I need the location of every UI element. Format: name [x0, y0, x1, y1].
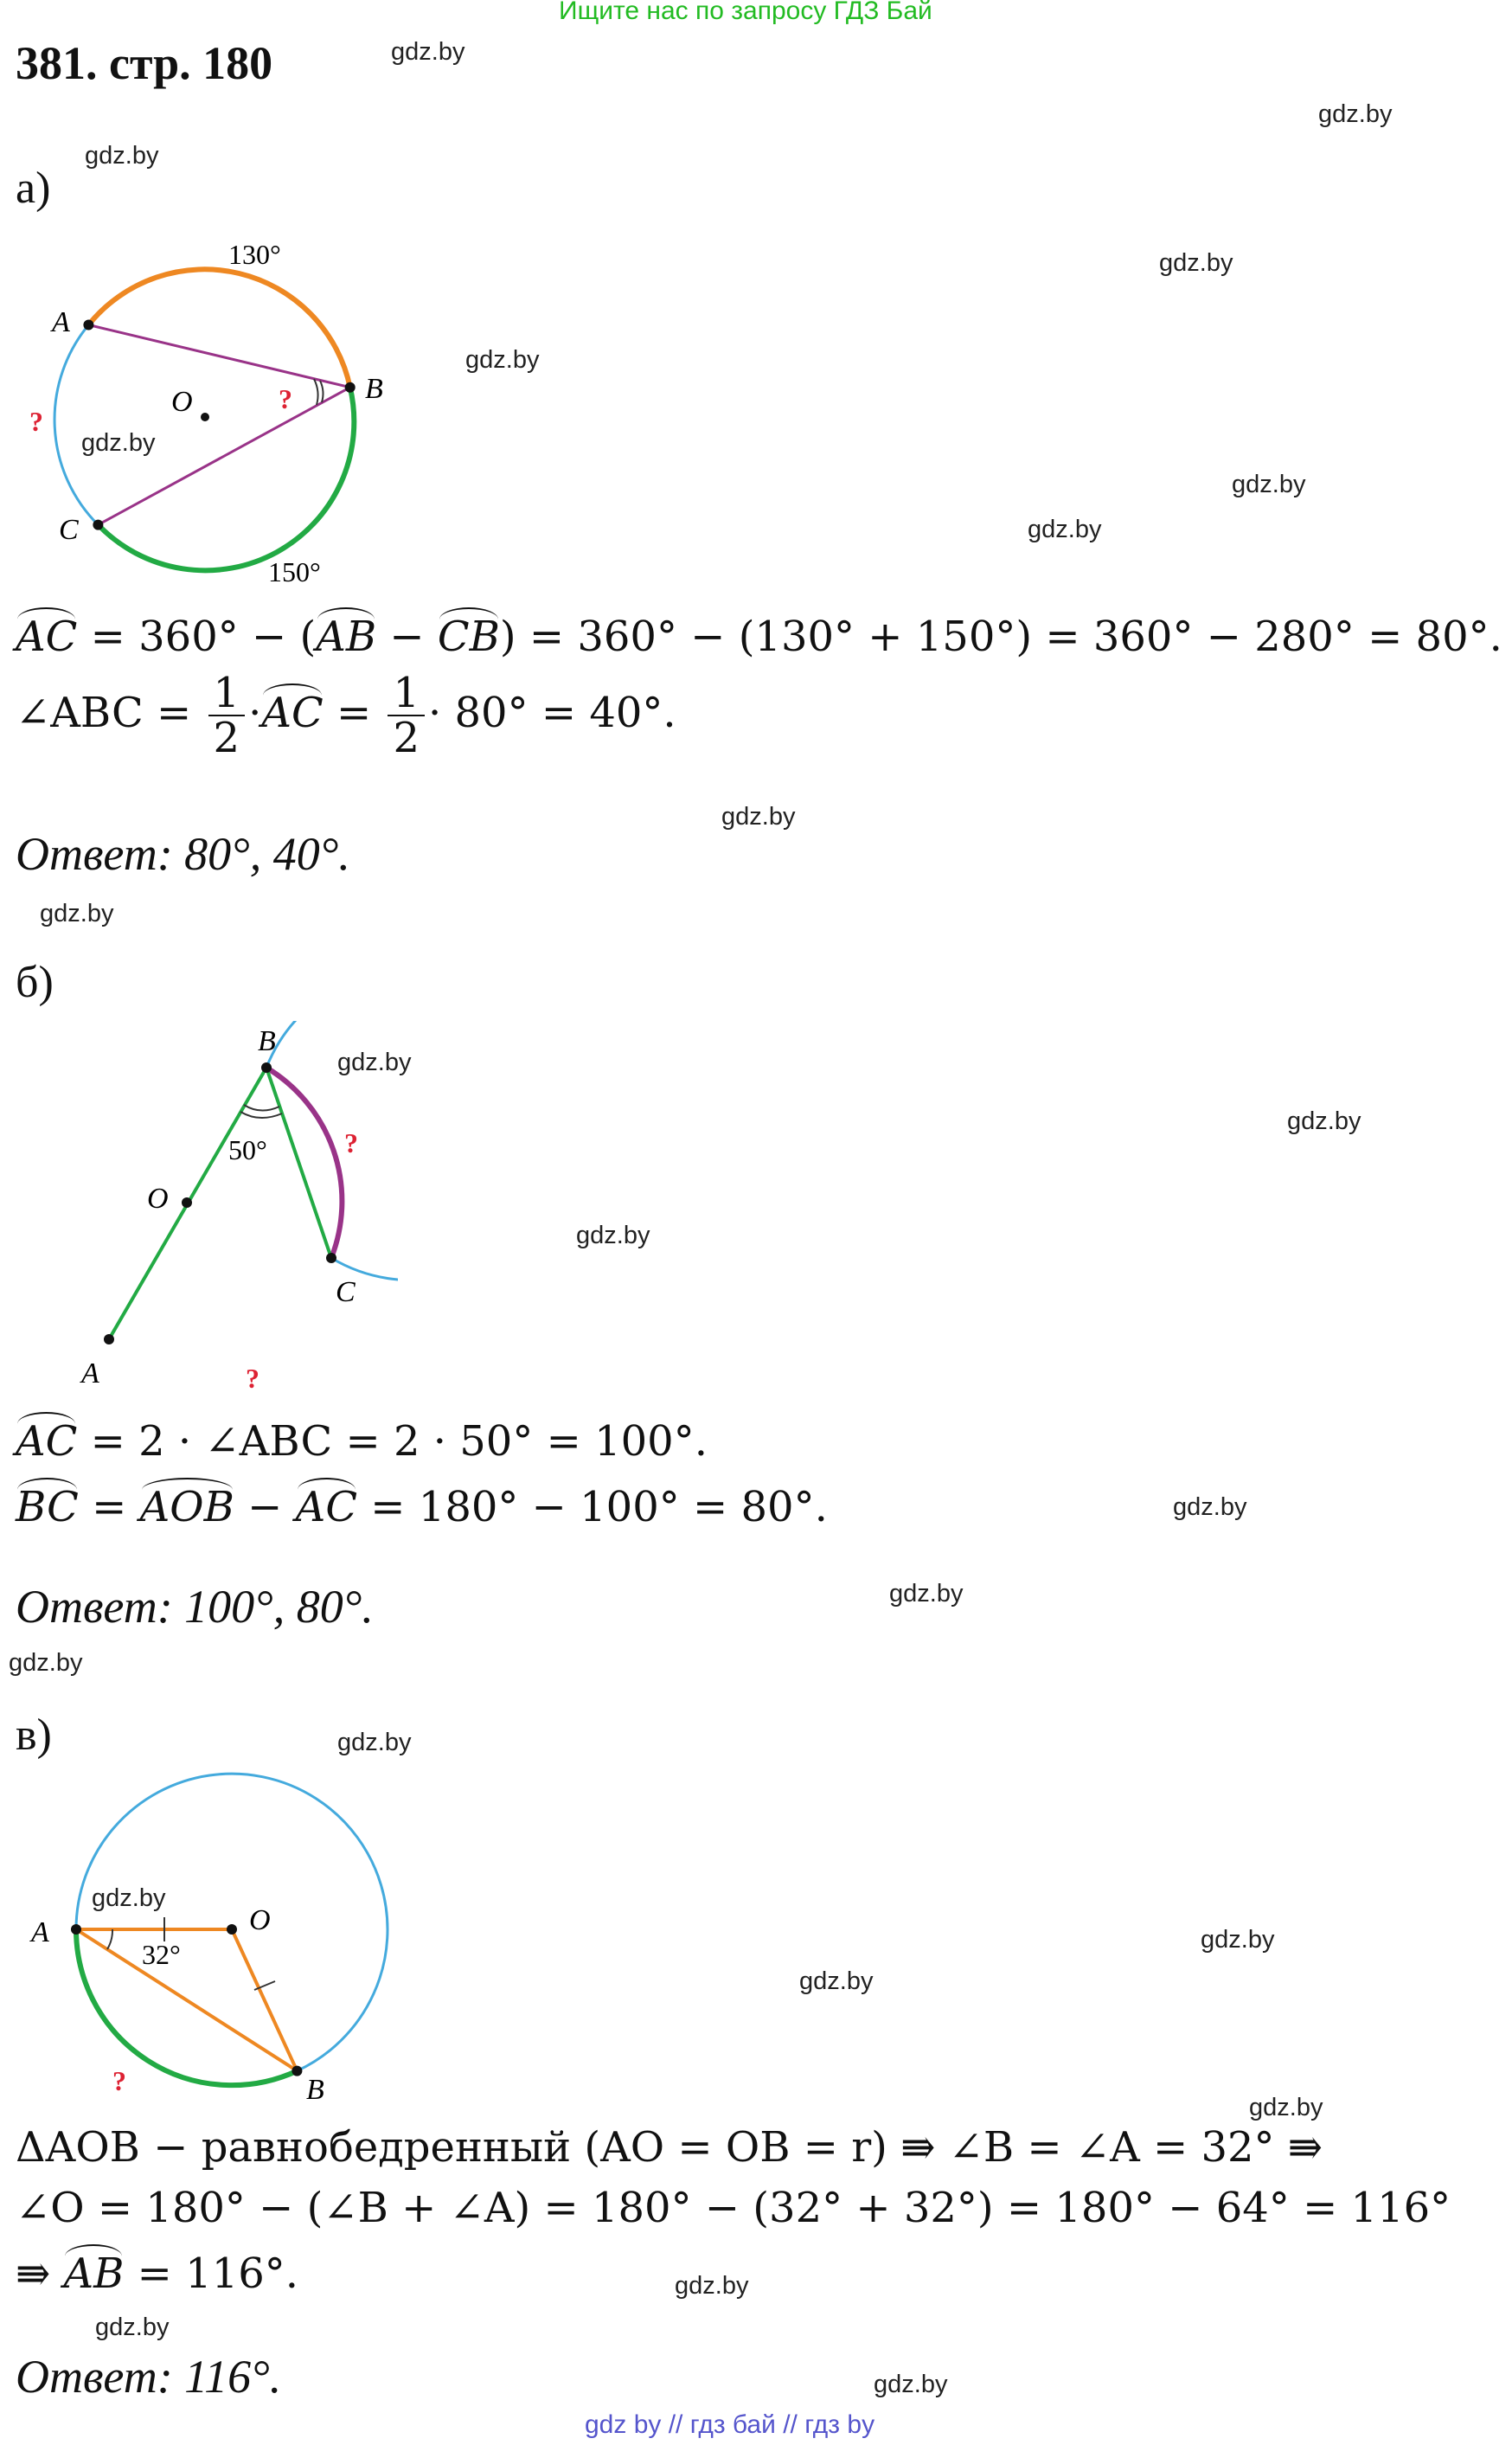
- center-o: [227, 1924, 237, 1935]
- watermark: gdz.by: [874, 2371, 948, 2398]
- angle-mark: [314, 379, 317, 405]
- point-b: [345, 382, 356, 393]
- part-b-line-2: [16, 1483, 828, 1531]
- question-mark: ?: [344, 1127, 358, 1158]
- point-c: [326, 1253, 336, 1263]
- part-c-line-2: ∠O = 180° − (∠B + ∠A) = 180° − (32° + 32°) = 180° − 64° = 116°: [16, 2184, 1451, 2232]
- part-c-label: в): [16, 1710, 52, 1760]
- angle-label: 50°: [228, 1134, 267, 1165]
- arc-ab-symbol: AB: [63, 2249, 125, 2298]
- angle-mark: [107, 1929, 112, 1949]
- page-title: 381. стр. 180: [16, 37, 273, 89]
- math-text: · 80° = 40°.: [428, 688, 676, 737]
- math-text: −: [376, 613, 438, 661]
- label-a: A: [81, 1357, 99, 1389]
- footer-links[interactable]: gdz by // гдз бай // гдз by: [585, 2410, 875, 2439]
- point-a: [83, 320, 93, 330]
- question-mark: ?: [279, 383, 292, 414]
- label-o: O: [147, 1183, 169, 1215]
- watermark: gdz.by: [1173, 1493, 1247, 1521]
- fraction: [208, 669, 246, 763]
- point-a: [71, 1924, 81, 1935]
- part-c-answer: Ответ: 116°.: [16, 2351, 282, 2403]
- label-b: B: [306, 2074, 324, 2106]
- watermark: gdz.by: [40, 900, 114, 927]
- math-text: ) = 360° − (130° + 150°) = 360° − 280° = 80°.: [499, 613, 1502, 661]
- point-a: [104, 1334, 114, 1344]
- part-a-line-1: [16, 613, 1502, 661]
- math-text: ∠ABC =: [16, 688, 205, 737]
- point-c: [93, 520, 103, 530]
- arc-ac: [54, 325, 98, 525]
- watermark: gdz.by: [391, 38, 465, 66]
- label-b: B: [258, 1025, 276, 1057]
- center-o: [201, 413, 209, 421]
- arc-ab: [88, 269, 349, 387]
- arc-cb-symbol: CB: [437, 613, 500, 661]
- math-text: =: [323, 688, 385, 737]
- part-a-answer: Ответ: 80°, 40°.: [16, 828, 350, 880]
- chord-cb: [98, 388, 349, 525]
- arc-ac-symbol: AC: [261, 688, 324, 737]
- center-o: [182, 1197, 192, 1208]
- watermark: gdz.by: [1159, 249, 1233, 277]
- part-b-figure: [0, 1021, 398, 1402]
- arc-bottom-label: 150°: [268, 556, 321, 587]
- watermark: gdz.by: [465, 346, 540, 374]
- angle-mark: [320, 381, 323, 402]
- math-text: = 360° − (: [77, 613, 317, 661]
- watermark: gdz.by: [1028, 516, 1102, 543]
- part-a-label: а): [16, 164, 51, 213]
- part-b-line-1: [16, 1417, 708, 1466]
- angle-mark: [244, 1105, 279, 1111]
- watermark: gdz.by: [675, 2272, 749, 2300]
- watermark: gdz.by: [1318, 100, 1393, 128]
- question-mark: ?: [112, 2065, 126, 2096]
- math-text: ·: [248, 688, 262, 737]
- arc-ab: [76, 1929, 297, 2085]
- arc-top-label: 130°: [228, 239, 281, 270]
- math-text: = 180° − 100° = 80°.: [357, 1483, 828, 1531]
- fraction-denominator: 2: [393, 714, 420, 763]
- arc-ac-symbol: AC: [16, 1417, 78, 1466]
- arc-bc: [98, 388, 354, 571]
- label-a: A: [31, 1916, 49, 1948]
- fraction-numerator: 1: [388, 671, 425, 716]
- fraction: [388, 669, 425, 763]
- part-c-figure: [0, 1756, 415, 2120]
- watermark: gdz.by: [1249, 2094, 1323, 2121]
- watermark: gdz.by: [1201, 1926, 1275, 1954]
- arc-ac-symbol: AC: [295, 1483, 358, 1531]
- circle-outline: [76, 1774, 388, 2070]
- part-a-line-2: [16, 669, 676, 763]
- question-mark: ?: [29, 406, 43, 437]
- part-c-line-1: ΔAOB − равнобедренный (AO = OB = r) ⇛ ∠B = ∠A = 32° ⇛: [16, 2123, 1323, 2172]
- watermark: gdz.by: [81, 429, 156, 457]
- math-text: = 116°.: [124, 2249, 299, 2298]
- angle-label: 32°: [142, 1939, 181, 1970]
- watermark: gdz.by: [1232, 471, 1306, 498]
- watermark: gdz.by: [337, 1049, 412, 1076]
- arc-aob-symbol: AOB: [139, 1483, 234, 1531]
- point-b: [292, 2066, 302, 2076]
- chord-ab: [88, 325, 349, 388]
- watermark: gdz.by: [337, 1729, 412, 1756]
- watermark: gdz.by: [92, 1884, 166, 1912]
- part-a-figure: [0, 225, 450, 597]
- watermark: gdz.by: [95, 2313, 170, 2341]
- label-b: B: [365, 373, 383, 405]
- watermark: gdz.by: [85, 142, 159, 170]
- question-mark: ?: [246, 1363, 259, 1394]
- label-o: O: [249, 1904, 271, 1936]
- watermark: gdz.by: [576, 1222, 650, 1249]
- math-text: ⇛: [16, 2249, 64, 2298]
- label-a: A: [52, 306, 70, 338]
- fraction-numerator: 1: [208, 671, 246, 716]
- part-c-line-3: [16, 2249, 298, 2298]
- label-c: C: [336, 1276, 356, 1308]
- arc-bc-symbol: BC: [16, 1483, 79, 1531]
- label-o: O: [171, 386, 193, 418]
- watermark: gdz.by: [889, 1580, 964, 1608]
- label-c: C: [59, 514, 79, 546]
- watermark: gdz.by: [721, 803, 796, 831]
- watermark: gdz.by: [9, 1649, 83, 1677]
- arc-ac-symbol: AC: [16, 613, 78, 661]
- part-b-label: б): [16, 958, 54, 1007]
- part-b-answer: Ответ: 100°, 80°.: [16, 1581, 374, 1633]
- watermark: gdz.by: [799, 1967, 874, 1995]
- math-text: = 2 · ∠ABC = 2 · 50° = 100°.: [77, 1417, 708, 1466]
- arc-ab-symbol: AB: [316, 613, 377, 661]
- search-banner: Ищите нас по запросу ГДЗ Бай: [559, 0, 932, 25]
- point-b: [261, 1062, 272, 1073]
- watermark: gdz.by: [1287, 1107, 1361, 1135]
- fraction-denominator: 2: [213, 714, 240, 763]
- math-text: =: [78, 1483, 140, 1531]
- angle-mark: [240, 1112, 282, 1118]
- math-text: −: [234, 1483, 296, 1531]
